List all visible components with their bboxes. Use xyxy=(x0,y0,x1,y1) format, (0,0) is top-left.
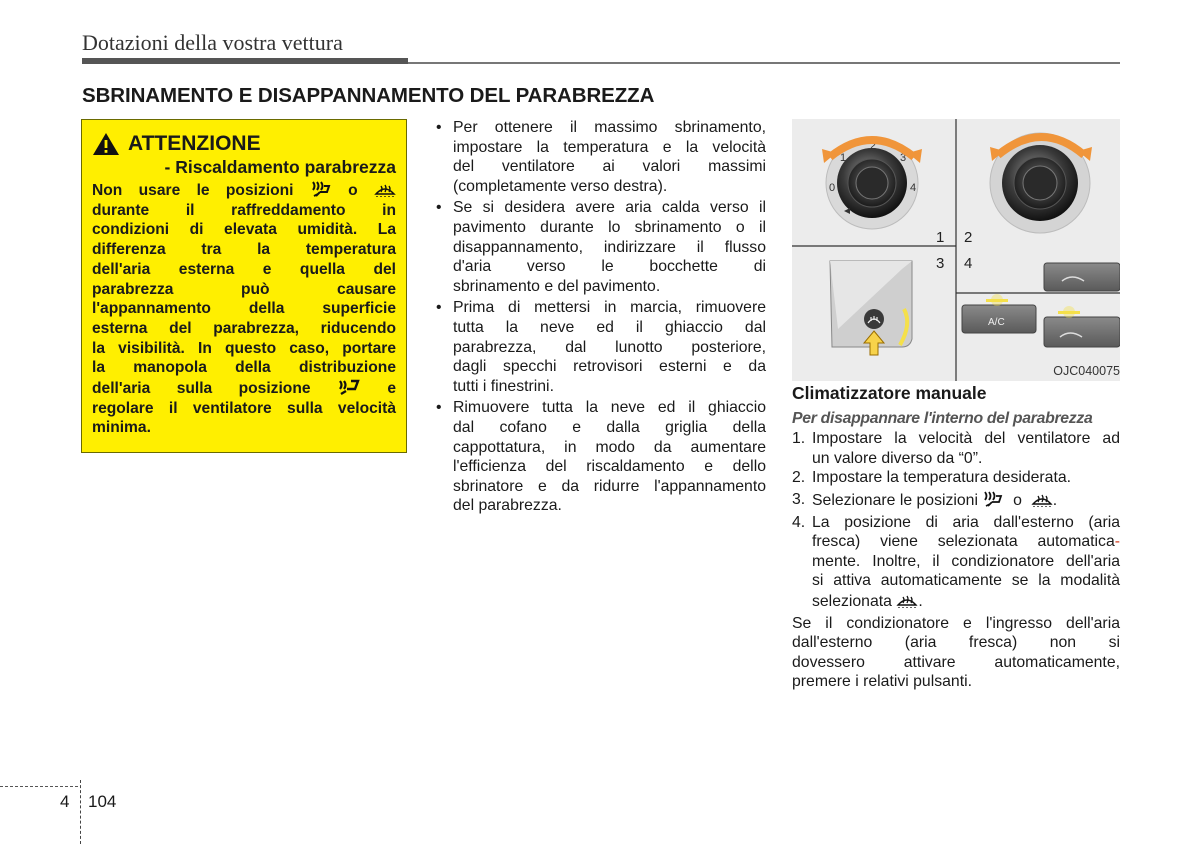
figure-label-1: 1 xyxy=(936,229,945,246)
climate-control-figure xyxy=(792,119,1120,381)
header-rule xyxy=(82,58,408,64)
list-item: 3. Selezionare le posizioni o . xyxy=(792,490,1058,509)
warning-line: dell'aria sulla posizione e xyxy=(92,380,396,398)
svg-text:2: 2 xyxy=(870,140,877,152)
subsection-heading: Climatizzatore manuale xyxy=(792,383,987,403)
subsection-subheading: Per disappannare l'interno del parabrezza xyxy=(792,409,1093,427)
warning-line: minima. xyxy=(92,419,151,437)
warning-subtitle: - Riscaldamento parabrezza xyxy=(164,157,396,177)
warning-line: durante il raffreddamento in xyxy=(92,201,396,219)
defrost-icon xyxy=(374,180,396,198)
warning-line: esterna del parabrezza, riducendo xyxy=(92,319,396,337)
figure-label-2: 2 xyxy=(964,229,973,246)
closing-paragraph: Se il condizionatore e l'ingresso dell'aria dall'esterno (aria fresca) non si dovessero attivare automaticamente, premere i relativi pulsanti. xyxy=(792,614,1120,691)
figure-caption: OJC040075 xyxy=(1053,364,1120,378)
warning-triangle-icon xyxy=(92,132,120,156)
warning-body xyxy=(92,180,396,438)
right-column xyxy=(792,382,1120,692)
svg-text:4: 4 xyxy=(910,182,917,194)
warning-line: dell'aria esterna e quella del xyxy=(92,260,396,278)
svg-text:1: 1 xyxy=(840,152,847,164)
figure-illustration xyxy=(792,119,1120,381)
warning-line: la manopola della distribuzione xyxy=(92,359,396,377)
list-item: • Prima di mettersi in marcia, rimuovere tutta la neve ed il ghiaccio dal parabrezza, dal lunotto posteriore, dagli specchi retrovisori esterni e da tutti i finestrini. xyxy=(436,299,766,395)
defrost-icon xyxy=(1031,490,1053,508)
chapter-title: Dotazioni della vostra vettura xyxy=(82,30,343,55)
figure-label-4: 4 xyxy=(964,255,973,272)
svg-text:A/C: A/C xyxy=(988,317,1005,328)
header-rule-thin xyxy=(408,62,1120,64)
list-item: 1. Impostare la velocità del ventilatore ad un valore diverso da “0”. xyxy=(792,430,1120,467)
footer-divider xyxy=(80,780,82,844)
list-item: 4. La posizione di aria dall'esterno (aria fresca) viene selezionata automatica- mente. Inoltre, il condizionatore dell'aria si attiva automaticamente se la modalità selezionata . xyxy=(792,513,1120,610)
page-number: 104 xyxy=(88,792,117,811)
warning-box xyxy=(81,119,407,453)
warning-line: la visibilità. In questo caso, portare xyxy=(92,339,396,357)
warning-line: parabrezza può causare xyxy=(92,280,396,298)
svg-text:0: 0 xyxy=(829,182,836,194)
defrost-button-illustration xyxy=(830,261,912,355)
figure-label-3: 3 xyxy=(936,255,945,272)
list-item: • Per ottenere il massimo sbrinamento, impostare la temperatura e la velocità del ventilatore ai valori massimi (completamente verso destra). xyxy=(436,119,766,195)
warning-title: ATTENZIONE xyxy=(128,132,261,155)
footer-rule xyxy=(0,786,78,787)
list-item: 2. Impostare la temperatura desiderata. xyxy=(792,469,1072,487)
warning-line: regolare il ventilatore sulla velocità xyxy=(92,399,396,417)
steps-list xyxy=(792,429,1120,611)
warning-line: l'appannamento della superficie xyxy=(92,300,396,318)
footer-chapter-number: 4 xyxy=(60,792,70,811)
floor-defrost-icon xyxy=(310,180,332,198)
warning-line: Non usare le posizioni o xyxy=(92,180,396,201)
section-title: SBRINAMENTO E DISAPPANNAMENTO DEL PARABREZZA xyxy=(82,84,655,107)
floor-defrost-icon xyxy=(982,490,1004,508)
list-item: • Se si desidera avere aria calda verso il pavimento durante lo sbrinamento o il disappannamento, indirizzare il flusso d'aria verso le bocchette di sbrinamento e del pavimento. xyxy=(436,199,766,295)
warning-line: condizioni di elevata umidità. La xyxy=(92,221,396,239)
defrost-icon xyxy=(896,591,918,609)
bullet-list xyxy=(436,118,766,518)
list-item: • Rimuovere tutta la neve ed il ghiaccio dal cofano e dalla griglia della cappottatura, in modo da aumentare l'efficienza del riscaldamento e dello sbrinatore e da ridurre l'appannamento del parabrezza. xyxy=(436,399,766,515)
floor-defrost-icon xyxy=(337,378,361,396)
svg-text:3: 3 xyxy=(900,152,907,164)
warning-line: differenza tra la temperatura xyxy=(92,241,396,259)
